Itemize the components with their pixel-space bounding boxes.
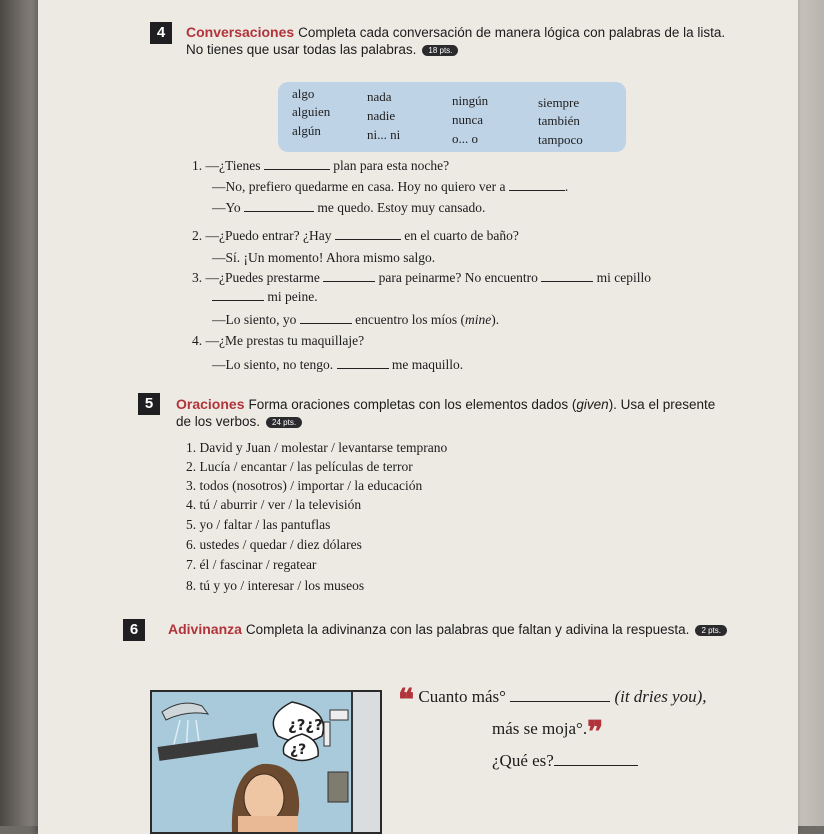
- word-bank-item: algún: [292, 123, 321, 138]
- word-bank-item: ningún: [452, 93, 489, 108]
- word-bank-item: también: [538, 113, 580, 128]
- exercise-item: 6. ustedes / quedar / diez dólares: [186, 537, 362, 552]
- exercise-item: 3. todos (nosotros) / importar / la educación: [186, 478, 423, 493]
- riddle-line-1: [398, 684, 707, 717]
- conversation-line: [192, 228, 519, 244]
- close-quote-icon: ❞: [587, 716, 604, 749]
- line-text: mi peine.: [267, 289, 318, 304]
- line-text: 4. —¿Me prestas tu maquillaje?: [192, 333, 365, 348]
- line-text: 3. —¿Puedes prestarme: [192, 270, 320, 285]
- conversation-line: [212, 312, 499, 328]
- answer-blank[interactable]: [335, 229, 401, 240]
- line-text: —Lo siento, yo: [212, 312, 297, 327]
- word-bank-item: nadie: [367, 108, 396, 123]
- line-text: mi cepillo: [596, 270, 652, 285]
- answer-blank[interactable]: [509, 180, 565, 191]
- line-text: —Sí. ¡Un momento! Ahora mismo salgo.: [212, 250, 436, 265]
- conversation-line: [212, 289, 318, 305]
- conversation-line: [192, 158, 449, 174]
- section-6-number: 6: [123, 619, 145, 641]
- exercise-item: 2. Lucía / encantar / las películas de terror: [186, 459, 413, 474]
- section-5-instructions-italic: given: [576, 397, 609, 412]
- line-text: me quedo. Estoy muy cansado.: [317, 200, 486, 215]
- word-bank-item: siempre: [538, 95, 580, 110]
- word-bank-item: ni... ni: [367, 127, 401, 142]
- section-5-title: Oraciones: [176, 396, 245, 412]
- section-4-instructions-2: No tienes que usar todas las palabras.: [186, 42, 417, 57]
- answer-blank[interactable]: [264, 159, 330, 170]
- section-4-heading: [186, 24, 725, 40]
- word-bank-item: alguien: [292, 104, 331, 119]
- line-text: —Lo siento, no tengo.: [212, 357, 334, 372]
- section-6-heading: [168, 621, 727, 637]
- exercise-item: 7. él / fascinar / regatear: [186, 557, 317, 572]
- section-4-points-badge: 18 pts.: [422, 45, 458, 56]
- word-bank-item: tampoco: [538, 132, 583, 147]
- exercise-item: 5. yo / faltar / las pantuflas: [186, 517, 331, 532]
- conversation-line: [212, 357, 463, 373]
- exercise-item: 8. tú y yo / interesar / los museos: [186, 578, 365, 593]
- word-bank-item: o... o: [452, 131, 478, 146]
- line-text: para peinarme? No encuentro: [378, 270, 538, 285]
- exercise-item: 4. tú / aburrir / ver / la televisión: [186, 497, 362, 512]
- riddle-text-italic: (it dries you),: [614, 687, 707, 706]
- speech-bubble-text: ¿?¿?: [288, 716, 323, 734]
- section-5-instructions-2-row: [176, 414, 302, 429]
- riddle-text: más se moja°.: [492, 719, 588, 738]
- line-text: —Yo: [212, 200, 241, 215]
- line-text: ).: [491, 312, 500, 327]
- conversation-line: [212, 200, 485, 216]
- conversation-line: [192, 333, 364, 349]
- riddle-line-2: [492, 716, 604, 749]
- background-left: [0, 0, 40, 826]
- line-text-italic: mine: [464, 312, 492, 327]
- shower-scene-image: [152, 692, 380, 832]
- open-quote-icon: ❝: [398, 684, 415, 717]
- section-5-points-badge: 24 pts.: [266, 417, 302, 428]
- section-5-heading: [176, 396, 715, 412]
- exercise-item: 1. David y Juan / molestar / levantarse temprano: [186, 440, 448, 455]
- word-bank-item: nunca: [452, 112, 484, 127]
- line-text: .: [564, 179, 569, 194]
- riddle-illustration: [150, 690, 382, 834]
- line-text: encuentro los míos (: [355, 312, 465, 327]
- word-bank-item: algo: [292, 86, 315, 101]
- answer-blank[interactable]: [212, 290, 264, 301]
- conversation-line: [212, 179, 568, 195]
- word-bank-item: nada: [367, 89, 392, 104]
- riddle-line-3: [492, 751, 638, 771]
- line-text: en el cuarto de baño?: [404, 228, 519, 243]
- answer-blank[interactable]: [337, 358, 389, 369]
- conversation-line: [212, 250, 435, 266]
- speech-bubble-text-2: ¿?: [290, 742, 307, 758]
- section-4-number: 4: [150, 22, 172, 44]
- answer-blank[interactable]: [323, 271, 375, 282]
- line-text: 2. —¿Puedo entrar? ¿Hay: [192, 228, 332, 243]
- line-text: me maquillo.: [391, 357, 464, 372]
- answer-blank[interactable]: [244, 201, 314, 212]
- line-text: plan para esta noche?: [333, 158, 450, 173]
- section-4-title: Conversaciones: [186, 24, 295, 40]
- line-text: 1. —¿Tienes: [192, 158, 261, 173]
- section-6-title: Adivinanza: [168, 621, 242, 637]
- line-text: —No, prefiero quedarme en casa. Hoy no quiero ver a: [212, 179, 506, 194]
- riddle-answer-blank[interactable]: [554, 755, 638, 766]
- section-4-instructions-2-row: [186, 42, 458, 57]
- section-5-instructions: Forma oraciones completas con los elementos dados (: [248, 397, 577, 412]
- answer-blank[interactable]: [300, 313, 352, 324]
- riddle-text: ¿Qué es?: [492, 751, 554, 770]
- riddle-answer-blank[interactable]: [510, 691, 610, 702]
- section-5-instructions-2: de los verbos.: [176, 414, 261, 429]
- riddle-text: Cuanto más°: [418, 687, 506, 706]
- conversation-line: [192, 270, 651, 286]
- section-6-points-badge: 2 pts.: [695, 625, 727, 636]
- section-4-instructions: Completa cada conversación de manera lógica con palabras de la lista.: [298, 25, 726, 40]
- section-5-instructions: ). Usa el presente: [608, 397, 716, 412]
- section-6-instructions: Completa la adivinanza con las palabras que faltan y adivina la respuesta.: [245, 622, 690, 637]
- answer-blank[interactable]: [541, 271, 593, 282]
- section-5-number: 5: [138, 393, 160, 415]
